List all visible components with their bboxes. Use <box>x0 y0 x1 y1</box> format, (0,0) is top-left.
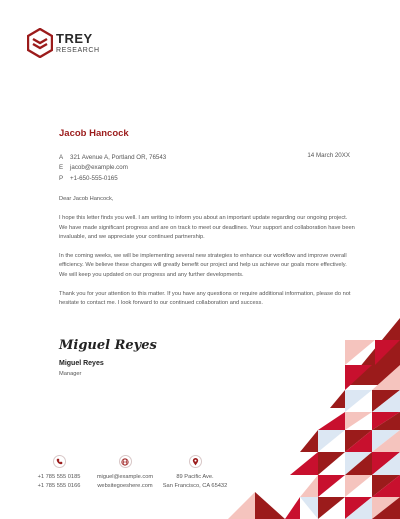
letter-paragraph: Thank you for your attention to this matter. If you have any questions or require additional information, please do not hesitate to contact me. I look forward to our continued collaboration and success. <box>59 291 351 307</box>
handwritten-signature: Miguel Reyes <box>59 338 157 353</box>
address-key: A <box>59 153 64 161</box>
footer-city: San Francisco, CA 65432 <box>162 483 228 489</box>
letter-body <box>59 195 355 319</box>
letter-paragraph: I hope this letter finds you well. I am writing to inform you about an important update regarding our ongoing project. We have made significant progress and are on track to meet our deadlines. Your support and collaboration have been invaluable, and we appreciate your continued partnership. <box>59 215 355 240</box>
letter-greeting: Dear Jacob Hancock, <box>59 196 114 202</box>
footer-email[interactable]: miguel@example.com <box>96 474 154 480</box>
footer-website[interactable]: websitegoeshere.com <box>97 483 153 489</box>
phone-icon <box>53 455 66 468</box>
recipient-email[interactable]: jacob@example.com <box>70 164 128 172</box>
email-key: E <box>59 164 64 172</box>
phone-number-2: +1 785 555 0166 <box>37 483 81 489</box>
sender-title: Manager <box>59 371 82 377</box>
footer-street: 89 Pacific Ave. <box>176 474 214 480</box>
phone-key: P <box>59 174 64 182</box>
recipient-phone: +1-650-555-0165 <box>70 174 118 182</box>
company-logo <box>27 28 100 58</box>
letter-date: 14 March 20XX <box>307 152 350 159</box>
logo-name: TREY <box>56 31 93 46</box>
footer-address <box>150 455 240 491</box>
logo-hexagon-icon <box>27 28 53 58</box>
globe-icon <box>119 455 132 468</box>
recipient-details <box>59 152 166 184</box>
sender-name: Miguel Reyes <box>59 360 104 367</box>
recipient-address: 321 Avenue A, Portland OR, 76543 <box>70 153 167 161</box>
location-pin-icon <box>189 455 202 468</box>
letter-paragraph: In the coming weeks, we will be implementing several new strategies to enhance our workflow and improve overall efficiency. We believe these changes will greatly benefit our project and help us achieve our goals more effectively. We will keep you updated on our progress and any further developments. <box>59 253 347 278</box>
phone-number-1: +1 785 555 0185 <box>37 474 81 480</box>
recipient-name: Jacob Hancock <box>59 128 129 139</box>
logo-subtitle: RESEARCH <box>56 47 100 54</box>
